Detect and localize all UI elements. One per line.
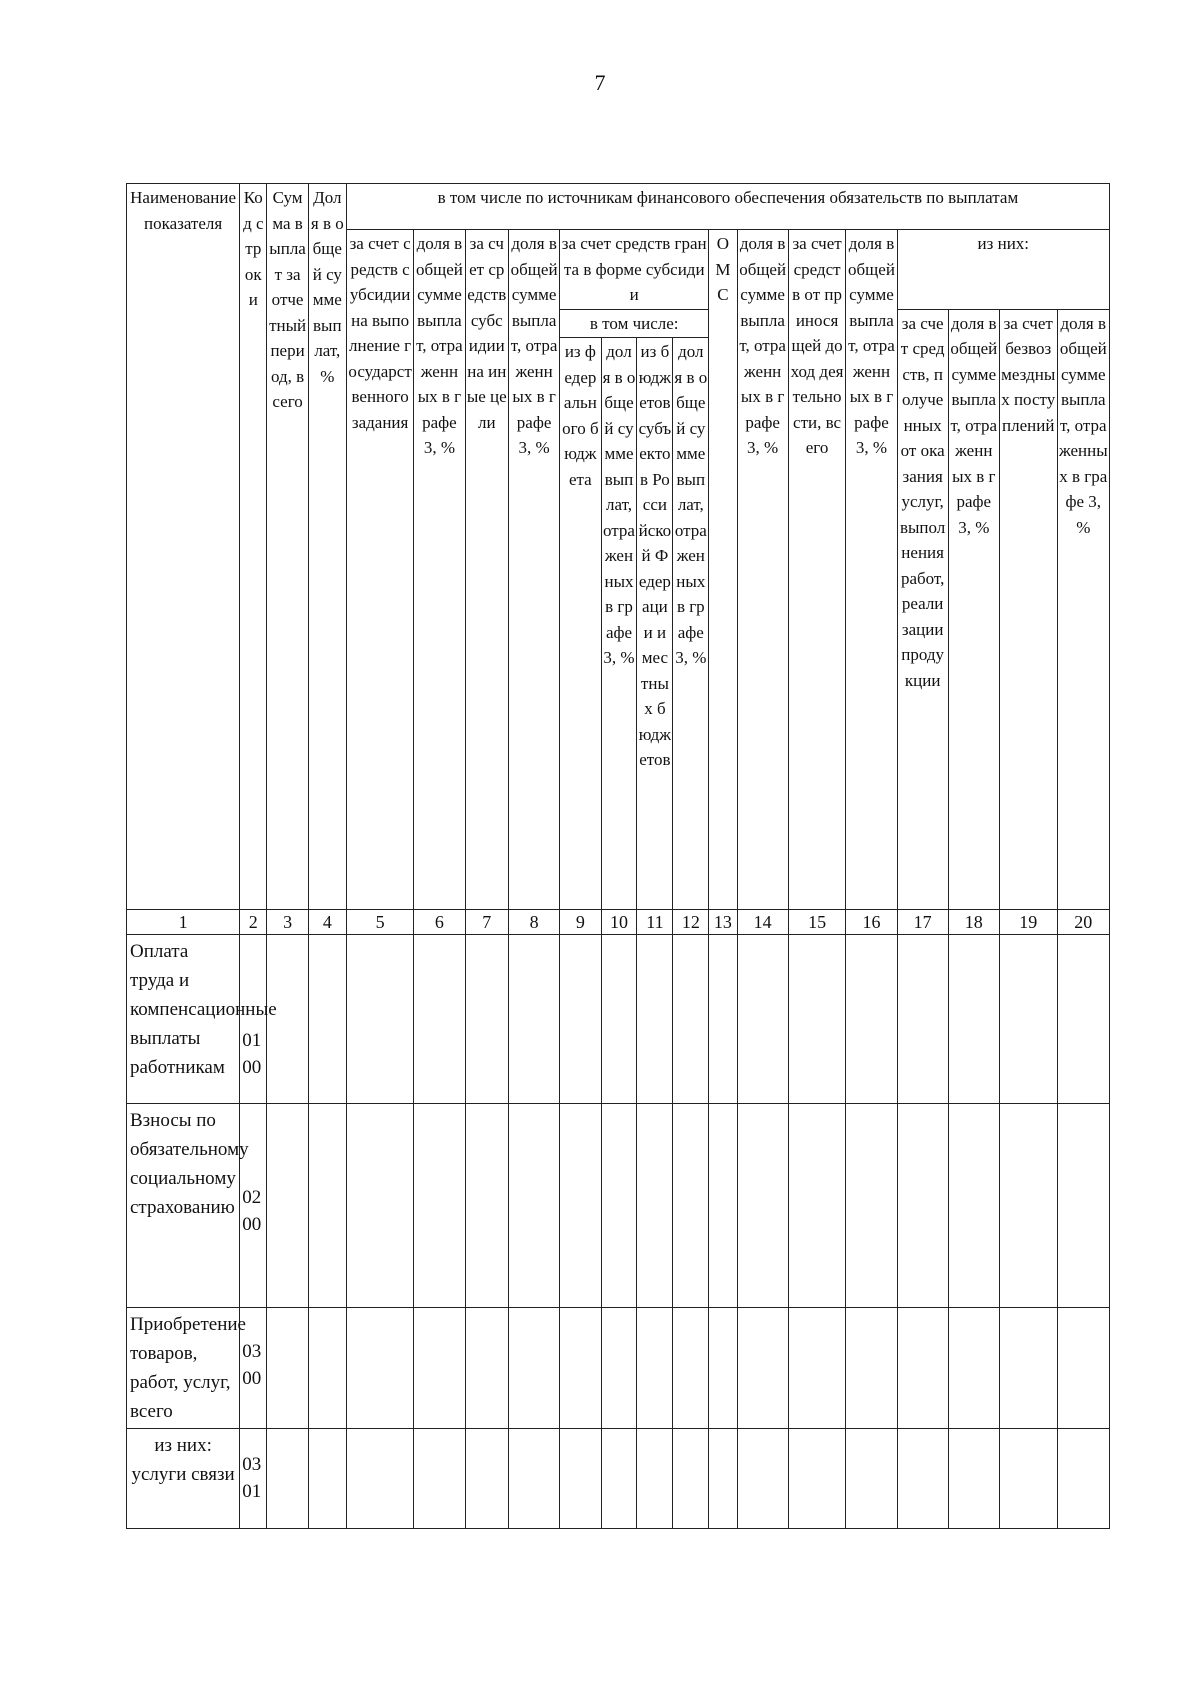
column-number: 18 (948, 910, 999, 935)
column-number: 3 (267, 910, 308, 935)
table-cell[interactable] (465, 1308, 509, 1429)
column-number: 4 (308, 910, 346, 935)
table-cell[interactable] (1057, 935, 1109, 1104)
table-cell[interactable] (999, 1429, 1057, 1529)
table-cell[interactable] (509, 1429, 560, 1529)
table-cell[interactable] (346, 1104, 413, 1308)
table-cell[interactable] (601, 1104, 637, 1308)
column-number: 10 (601, 910, 637, 935)
table-cell[interactable] (346, 935, 413, 1104)
table-cell[interactable] (846, 935, 897, 1104)
header-share: Доля в общей сумме выплат, % (308, 184, 346, 910)
column-number: 12 (673, 910, 709, 935)
header-federal: из федерального бюджета (560, 338, 601, 910)
header-income: за счет средств от приносящей доход деятельности, всего (788, 230, 846, 910)
header-services: за счет средств, полученных от оказания услуг, выполнения работ, реализации продукции (897, 309, 948, 910)
column-number: 6 (414, 910, 465, 935)
row-code: 0301 (240, 1429, 267, 1529)
table-cell[interactable] (1057, 1429, 1109, 1529)
table-cell[interactable] (465, 1429, 509, 1529)
header-subsidy-state-task: за счет средств субсидии на выполнение государственного задания (346, 230, 413, 910)
column-number: 14 (737, 910, 788, 935)
table-cell[interactable] (788, 1308, 846, 1429)
table-cell[interactable] (897, 935, 948, 1104)
table-cell[interactable] (308, 1104, 346, 1308)
table-cell[interactable] (673, 1104, 709, 1308)
column-number-row (127, 910, 1110, 935)
table-row (127, 1308, 1110, 1429)
table-cell[interactable] (897, 1308, 948, 1429)
column-number: 8 (509, 910, 560, 935)
table-cell[interactable] (709, 1429, 737, 1529)
table-cell[interactable] (737, 935, 788, 1104)
row-name: Взносы по обязательному социальному страхованию (127, 1104, 240, 1308)
table-cell[interactable] (737, 1429, 788, 1529)
column-number: 7 (465, 910, 509, 935)
table-cell[interactable] (509, 935, 560, 1104)
table-cell[interactable] (414, 1429, 465, 1529)
table-cell[interactable] (846, 1308, 897, 1429)
header-share-20: доля в общей сумме выплат, отраженных в графе 3, % (1057, 309, 1109, 910)
table-cell[interactable] (709, 935, 737, 1104)
header-share-14: доля в общей сумме выплат, отраженных в графе 3, % (737, 230, 788, 910)
table-cell[interactable] (948, 1429, 999, 1529)
table-row (127, 935, 1110, 1104)
table-cell[interactable] (948, 1308, 999, 1429)
header-gratuitous: за счет безвозмездных поступлений (999, 309, 1057, 910)
table-cell[interactable] (709, 1104, 737, 1308)
row-name: Приобретение товаров, работ, услуг, всего (127, 1308, 240, 1429)
table-row (127, 1104, 1110, 1308)
table-cell[interactable] (308, 1308, 346, 1429)
table-cell[interactable] (737, 1104, 788, 1308)
table-cell[interactable] (637, 1308, 673, 1429)
column-number: 17 (897, 910, 948, 935)
row-name: Оплата труда и компенсационные выплаты работникам (127, 935, 240, 1104)
table-cell[interactable] (465, 935, 509, 1104)
table-cell[interactable] (267, 1429, 308, 1529)
header-name: Наименование показателя (127, 184, 240, 910)
header-including: в том числе: (560, 309, 709, 338)
column-number: 9 (560, 910, 601, 935)
column-number: 20 (1057, 910, 1109, 935)
column-number: 1 (127, 910, 240, 935)
header-group-title: в том числе по источникам финансового обеспечения обязательств по выплатам (346, 184, 1109, 230)
header-share-6: доля в общей сумме выплат, отраженных в графе 3, % (414, 230, 465, 910)
table-cell[interactable] (637, 1429, 673, 1529)
row-code: 0200 (240, 1104, 267, 1308)
table-cell[interactable] (414, 1308, 465, 1429)
table-row (127, 1429, 1110, 1529)
table-cell[interactable] (846, 1104, 897, 1308)
column-number: 19 (999, 910, 1057, 935)
table-cell[interactable] (560, 935, 601, 1104)
table-cell[interactable] (346, 1308, 413, 1429)
table-cell[interactable] (897, 1429, 948, 1529)
table-cell[interactable] (267, 1104, 308, 1308)
table-cell[interactable] (999, 1308, 1057, 1429)
header-share-18: доля в общей сумме выплат, отраженных в графе 3, % (948, 309, 999, 910)
header-code: Код строки (240, 184, 267, 910)
column-number: 13 (709, 910, 737, 935)
table-cell[interactable] (465, 1104, 509, 1308)
header-sum: Сумма выплат за отчетный период, всего (267, 184, 308, 910)
table-cell[interactable] (308, 1429, 346, 1529)
table-cell[interactable] (560, 1308, 601, 1429)
table-cell[interactable] (560, 1104, 601, 1308)
table-cell[interactable] (560, 1429, 601, 1529)
row-name: из них: услуги связи (127, 1429, 240, 1529)
table-cell[interactable] (637, 1104, 673, 1308)
table-cell[interactable] (948, 1104, 999, 1308)
table-cell[interactable] (846, 1429, 897, 1529)
table-cell[interactable] (897, 1104, 948, 1308)
table-cell[interactable] (673, 935, 709, 1104)
table-cell[interactable] (601, 1308, 637, 1429)
table-cell[interactable] (308, 935, 346, 1104)
header-share-16: доля в общей сумме выплат, отраженных в графе 3, % (846, 230, 897, 910)
table-cell[interactable] (673, 1429, 709, 1529)
header-of-them: из них: (897, 230, 1109, 310)
header-oms: ОМС (709, 230, 737, 910)
header-share-10: доля в общей сумме выплат, отраженных в графе 3, % (601, 338, 637, 910)
column-number: 16 (846, 910, 897, 935)
column-number: 5 (346, 910, 413, 935)
column-number: 15 (788, 910, 846, 935)
table-cell[interactable] (414, 935, 465, 1104)
payments-table (126, 183, 1110, 1529)
table-cell[interactable] (601, 935, 637, 1104)
table-cell[interactable] (509, 1308, 560, 1429)
table-cell[interactable] (414, 1104, 465, 1308)
table-cell[interactable] (601, 1429, 637, 1529)
table-cell[interactable] (788, 1104, 846, 1308)
table-cell[interactable] (346, 1429, 413, 1529)
table-cell[interactable] (267, 1308, 308, 1429)
header-share-8: доля в общей сумме выплат, отраженных в графе 3, % (509, 230, 560, 910)
header-subsidy-other: за счет средств субсидии на иные цели (465, 230, 509, 910)
row-code: 0100 (240, 935, 267, 1104)
table-cell[interactable] (673, 1308, 709, 1429)
table-cell[interactable] (948, 935, 999, 1104)
table-cell[interactable] (1057, 1104, 1109, 1308)
table-cell[interactable] (637, 935, 673, 1104)
table-cell[interactable] (1057, 1308, 1109, 1429)
table-cell[interactable] (999, 935, 1057, 1104)
table-cell[interactable] (709, 1308, 737, 1429)
header-regional: из бюджетов субъектов Российской Федерации и местных бюджетов (637, 338, 673, 910)
table-cell[interactable] (737, 1308, 788, 1429)
table-cell[interactable] (999, 1104, 1057, 1308)
table-cell[interactable] (788, 935, 846, 1104)
header-grant: за счет средств гранта в форме субсидии (560, 230, 709, 310)
table-cell[interactable] (509, 1104, 560, 1308)
column-number: 2 (240, 910, 267, 935)
header-share-12: доля в общей сумме выплат, отраженных в графе 3, % (673, 338, 709, 910)
page-number: 7 (594, 70, 606, 95)
row-code: 0300 (240, 1308, 267, 1429)
column-number: 11 (637, 910, 673, 935)
table-cell[interactable] (788, 1429, 846, 1529)
